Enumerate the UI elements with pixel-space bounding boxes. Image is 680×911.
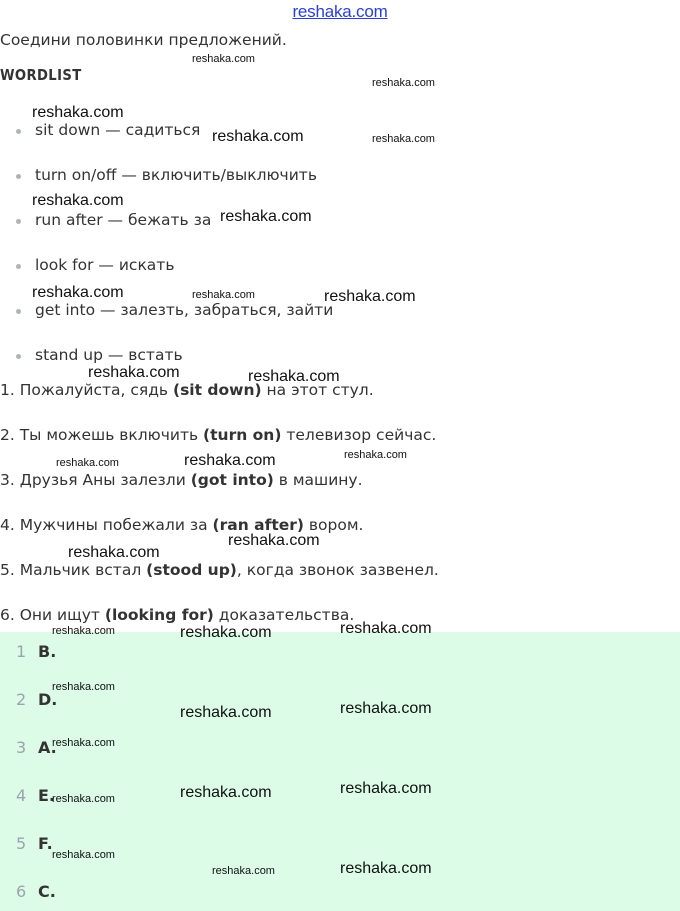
bullet-icon: [16, 309, 21, 314]
wordlist-item-text: stand up — встать: [35, 346, 183, 364]
wordlist-item-text: look for — искать: [35, 256, 175, 274]
watermark: reshaka.com: [52, 793, 115, 805]
watermark: reshaka.com: [52, 737, 115, 749]
wordlist-item: [16, 121, 200, 139]
wordlist-heading: WORDLIST: [0, 66, 82, 84]
watermark: reshaka.com: [32, 192, 124, 209]
watermark: reshaka.com: [68, 544, 160, 561]
phrasal-verb: (turn on): [203, 426, 282, 444]
answer-row: 5 F.: [16, 834, 53, 853]
watermark: reshaka.com: [52, 681, 115, 693]
watermark: reshaka.com: [340, 620, 432, 637]
watermark: reshaka.com: [324, 288, 416, 305]
bullet-icon: [16, 219, 21, 224]
wordlist-item: [16, 346, 183, 364]
watermark: reshaka.com: [248, 368, 340, 385]
wordlist-item: [16, 211, 211, 229]
watermark: reshaka.com: [220, 208, 312, 225]
watermark: reshaka.com: [212, 128, 304, 145]
wordlist-item-text: get into — залезть, забраться, зайти: [35, 301, 334, 319]
wordlist-item-text: turn on/off — включить/выключить: [35, 166, 317, 184]
watermark: reshaka.com: [180, 624, 272, 641]
watermark: reshaka.com: [184, 452, 276, 469]
watermark: reshaka.com: [228, 532, 320, 549]
watermark: reshaka.com: [372, 133, 435, 145]
phrasal-verb: (stood up): [146, 561, 237, 579]
watermark: reshaka.com: [340, 780, 432, 797]
sentence: 6. Они ищут (looking for) доказательства.: [0, 606, 355, 624]
wordlist-item: [16, 301, 333, 319]
watermark: reshaka.com: [344, 449, 407, 461]
wordlist-item: [16, 166, 317, 184]
watermark: reshaka.com: [340, 700, 432, 717]
bullet-icon: [16, 129, 21, 134]
phrasal-verb: (looking for): [104, 606, 214, 624]
bullet-icon: [16, 354, 21, 359]
phrasal-verb: (sit down): [173, 381, 262, 399]
sentence: 2. Ты можешь включить (turn on) телевизор сейчас.: [0, 426, 437, 444]
watermark: reshaka.com: [88, 364, 180, 381]
watermark: reshaka.com: [192, 53, 255, 65]
watermark: reshaka.com: [180, 784, 272, 801]
wordlist-item-text: sit down — садиться: [35, 121, 201, 139]
task-instruction: Соедини половинки предложений.: [0, 31, 287, 49]
watermark: reshaka.com: [52, 849, 115, 861]
watermark: reshaka.com: [192, 289, 255, 301]
watermark: reshaka.com: [180, 704, 272, 721]
watermark: reshaka.com: [372, 77, 435, 89]
watermark: reshaka.com: [32, 104, 124, 121]
watermark: reshaka.com: [52, 625, 115, 637]
watermark: reshaka.com: [56, 457, 119, 469]
watermark: reshaka.com: [32, 284, 124, 301]
phrasal-verb: (got into): [190, 471, 274, 489]
answer-row: 3 A.: [16, 738, 57, 757]
answer-row: 4 E.: [16, 786, 56, 805]
sentence: 4. Мужчины побежали за (ran after) вором.: [0, 516, 364, 534]
watermark: reshaka.com: [212, 865, 275, 877]
bullet-icon: [16, 174, 21, 179]
answer-row: 6 C.: [16, 882, 56, 901]
sentence: 5. Мальчик встал (stood up), когда звонок зазвенел.: [0, 561, 439, 579]
sentence: 3. Друзья Аны залезли (got into) в машину.: [0, 471, 363, 489]
answer-row: 1 B.: [16, 642, 57, 661]
wordlist-item: [16, 256, 174, 274]
bullet-icon: [16, 264, 21, 269]
phrasal-verb: (ran after): [212, 516, 304, 534]
watermark: reshaka.com: [340, 860, 432, 877]
answer-row: 2 D.: [16, 690, 58, 709]
site-logo-link[interactable]: reshaka.com: [292, 2, 388, 21]
sentence: 1. Пожалуйста, сядь (sit down) на этот стул.: [0, 381, 374, 399]
wordlist-item-text: run after — бежать за: [35, 211, 212, 229]
